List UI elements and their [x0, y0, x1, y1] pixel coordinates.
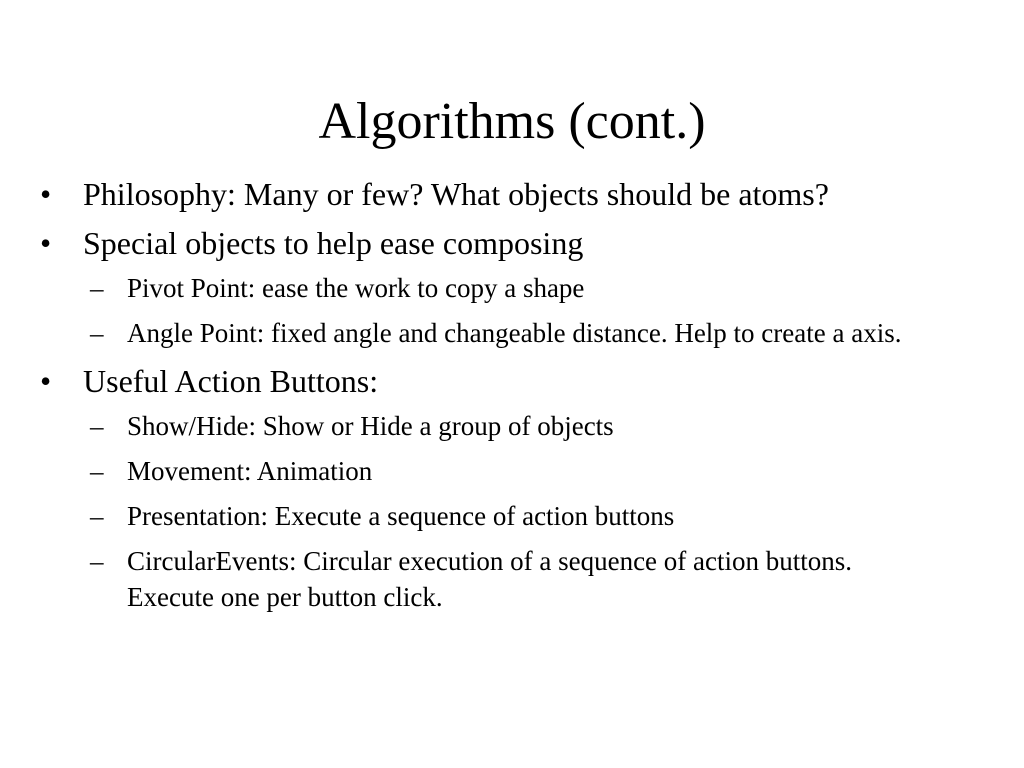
sub-bullet-text: Pivot Point: ease the work to copy a shape [127, 273, 585, 303]
bullet-icon: • [40, 225, 52, 261]
bullet-row [40, 363, 940, 400]
bullet-text: Useful Action Buttons: [83, 363, 379, 399]
sub-bullet-movement [90, 453, 940, 489]
slide-title: Algorithms (cont.) [318, 93, 706, 150]
sub-bullet-text: Movement: Animation [127, 456, 373, 486]
sub-bullet-presentation [90, 498, 940, 534]
sub-bullet-pivot-point [90, 270, 940, 306]
bullet-row [40, 225, 940, 262]
sub-bullet-list [40, 408, 940, 615]
bullet-icon: • [40, 363, 52, 399]
bullet-text: Philosophy: Many or few? What objects should be atoms? [83, 176, 829, 212]
dash-icon: – [90, 501, 104, 531]
sub-bullet-show-hide [90, 408, 940, 444]
dash-icon: – [90, 411, 104, 441]
sub-bullet-circular-events [90, 543, 940, 615]
bullet-text: Special objects to help ease composing [83, 225, 584, 261]
dash-icon: – [90, 456, 104, 486]
sub-bullet-text: Show/Hide: Show or Hide a group of objects [127, 411, 614, 441]
sub-bullet-text: Presentation: Execute a sequence of action buttons [127, 501, 675, 531]
bullet-item-special-objects [40, 225, 940, 351]
bullet-row [40, 176, 940, 213]
bullet-item-action-buttons [40, 363, 940, 615]
dash-icon: – [90, 546, 104, 576]
sub-bullet-text: Angle Point: fixed angle and changeable distance. Help to create a axis. [127, 318, 902, 348]
dash-icon: – [90, 318, 104, 348]
sub-bullet-list [40, 270, 940, 351]
dash-icon: – [90, 273, 104, 303]
bullet-item-philosophy [40, 176, 940, 213]
sub-bullet-text: CircularEvents: Circular execution of a sequence of action buttons. Execute one per button click. [127, 546, 853, 612]
sub-bullet-angle-point [90, 315, 940, 351]
bullet-icon: • [40, 176, 52, 212]
bullet-list [40, 176, 940, 627]
